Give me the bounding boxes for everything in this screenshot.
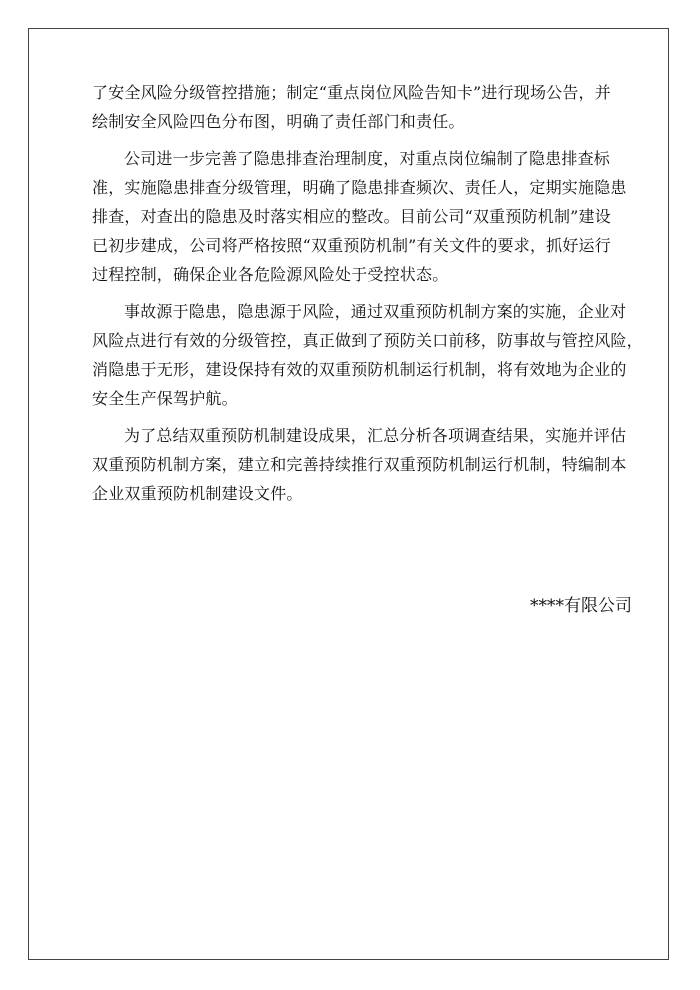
paragraph-2 [92,144,637,289]
text-line: 已初步建成，公司将严格按照“双重预防机制”有关文件的要求，抓好运行 [92,236,611,255]
text-line: 风险点进行有效的分级管控，真正做到了预防关口前移，防事故与管控风险， [92,331,643,350]
company-signature: ****有限公司 [530,596,632,616]
text-line: 安全生产保驾护航。 [92,389,238,408]
paragraph-3 [92,297,643,413]
paragraph-1 [92,78,637,136]
text-line: 企业双重预防机制建设文件。 [92,484,303,503]
paragraph-4 [92,421,637,508]
text-line: 了安全风险分级管控措施；制定“重点岗位风险告知卡”进行现场公告，并 [92,83,611,102]
text-line: 过程控制，确保企业各危险源风险处于受控状态。 [92,265,449,284]
text-line: 准，实施隐患排查分级管理，明确了隐患排查频次、责任人，定期实施隐患 [92,178,627,197]
text-line: 为了总结双重预防机制建设成果，汇总分析各项调查结果，实施并评估 [124,426,627,445]
text-line: 公司进一步完善了隐患排查治理制度，对重点岗位编制了隐患排查标 [124,149,611,168]
text-line: 绘制安全风险四色分布图，明确了责任部门和责任。 [92,112,465,131]
text-line: 事故源于隐患，隐患源于风险，通过双重预防机制方案的实施，企业对 [124,302,627,321]
text-line: 双重预防机制方案，建立和完善持续推行双重预防机制运行机制，特编制本 [92,455,627,474]
text-line: 排查，对查出的隐患及时落实相应的整改。目前公司“双重预防机制”建设 [92,207,611,226]
text-line: 消隐患于无形，建设保持有效的双重预防机制运行机制，将有效地为企业的 [92,360,627,379]
document-body [92,78,643,508]
